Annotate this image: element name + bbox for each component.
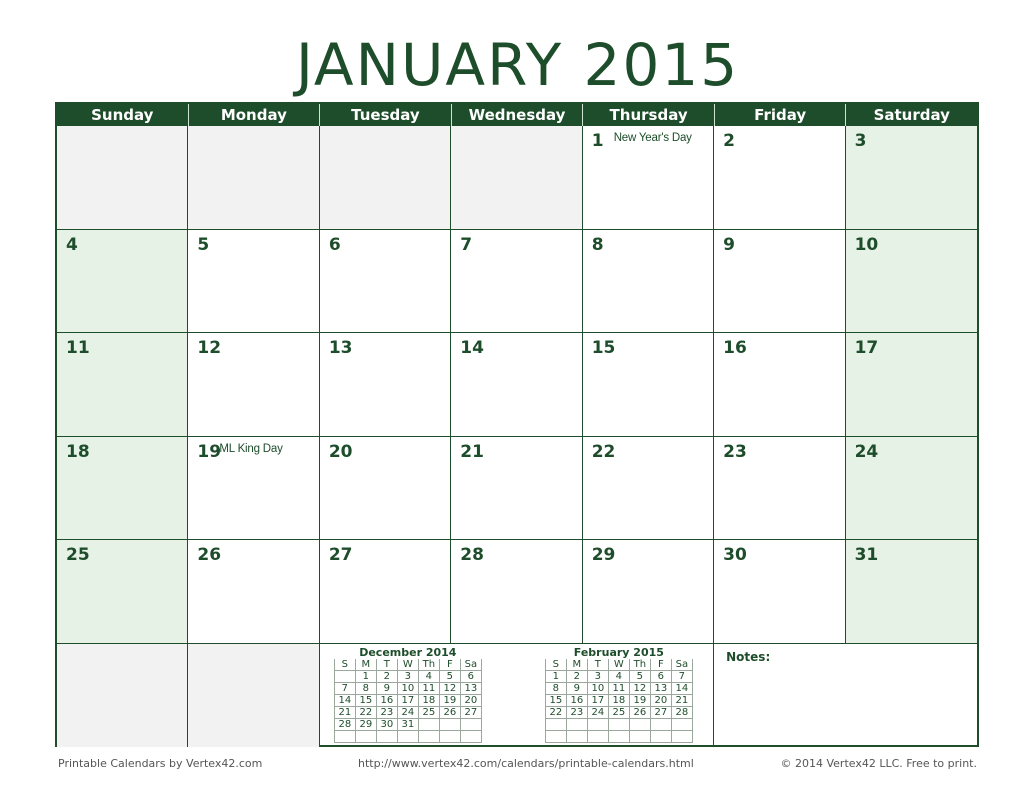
day-number: 14 [460,338,484,358]
mini-day: 23 [376,706,397,718]
mini-day: 16 [376,694,397,706]
mini-day: 4 [608,670,629,682]
day-number: 6 [328,234,341,255]
mini-day [460,730,481,742]
empty-day-cell [320,126,451,230]
holiday-label: ML King Day [219,442,283,455]
mini-day [418,718,439,730]
weekday-thursday: Thursday [583,104,715,126]
mini-day: 10 [397,682,418,694]
day-number: 21 [460,441,484,462]
mini-day: 8 [355,682,376,694]
day-cell-14 [451,333,582,437]
mini-day: 17 [587,694,608,706]
mini-day [418,730,439,742]
mini-day: 21 [334,706,355,718]
mini-day: 7 [334,682,355,694]
notes-box [714,644,977,748]
mini-day: 10 [587,682,608,694]
day-cell-16 [714,333,845,437]
day-cell-18 [57,437,188,541]
mini-day: 14 [671,682,692,694]
month-calendar [55,102,979,747]
footer-credit: Printable Calendars by Vertex42.com [58,757,263,770]
day-cell-15 [583,333,714,437]
mini-day [460,718,481,730]
day-cell-11 [57,333,188,437]
mini-weekday: F [650,659,671,671]
day-cell-24 [846,437,977,541]
mini-calendar-december [334,646,482,743]
day-number: 18 [66,441,90,462]
mini-weekday: F [439,659,460,671]
holiday-label: New Year's Day [613,132,692,144]
day-number: 17 [854,338,879,358]
day-number: 23 [723,441,747,462]
day-number: 20 [328,441,353,462]
day-cell-10 [846,230,977,334]
day-cell-26 [188,540,319,644]
weekday-sunday: Sunday [57,104,189,126]
mini-weekday: T [376,659,397,671]
day-cell-7 [451,230,582,334]
mini-day [334,730,355,742]
day-number: 26 [197,545,222,565]
weekday-monday: Monday [189,104,321,126]
mini-day [355,730,376,742]
day-cell-8 [583,230,714,334]
mini-day: 22 [545,706,566,718]
footer-url[interactable]: http://www.vertex42.com/calendars/printable-calendars.html [358,757,694,770]
day-cell-17 [846,333,977,437]
mini-day [629,718,650,730]
day-number: 28 [460,545,484,565]
mini-calendar-table [334,659,482,743]
mini-day [566,730,587,742]
weekday-saturday: Saturday [873,106,950,124]
day-cell-31 [846,540,977,644]
day-cell-30 [714,540,845,644]
mini-day: 6 [460,670,481,682]
day-cell-1 [583,126,714,230]
mini-calendars-area [320,644,714,748]
mini-day: 6 [650,670,671,682]
day-number: 9 [723,234,735,255]
day-number: 24 [854,441,879,462]
mini-day: 21 [671,694,692,706]
weekday-tuesday: Tuesday [320,104,452,126]
mini-day: 27 [650,706,671,718]
mini-day: 3 [397,670,418,682]
mini-day: 1 [545,670,566,682]
weekday-friday: Friday [715,104,847,126]
day-number: 22 [591,441,616,462]
notes-label: Notes: [726,649,771,664]
mini-day: 18 [608,694,629,706]
mini-calendar-table [545,659,693,743]
day-cell-5 [188,230,319,334]
day-cell-13 [320,333,451,437]
mini-weekday: S [545,659,566,671]
day-cell-27 [320,540,451,644]
mini-weekday: Th [629,659,650,671]
day-number: 1 [591,131,604,151]
mini-day: 5 [439,670,460,682]
mini-day: 12 [439,682,460,694]
empty-day-cell [57,644,188,748]
day-number: 30 [723,545,747,565]
day-number: 2 [723,131,735,151]
mini-day: 26 [629,706,650,718]
day-number: 27 [328,545,353,565]
mini-day [376,730,397,742]
day-cell-22 [583,437,714,541]
mini-day: 19 [629,694,650,706]
mini-day [334,670,355,682]
mini-day [545,718,566,730]
day-number: 11 [66,338,90,358]
day-number: 12 [197,338,222,358]
mini-day: 9 [566,682,587,694]
empty-day-cell [188,644,319,748]
mini-weekday: M [355,659,376,671]
weekday-wednesday: Wednesday [452,104,584,126]
mini-day [439,730,460,742]
mini-day: 28 [334,718,355,730]
mini-weekday: W [397,659,418,671]
mini-day: 11 [418,682,439,694]
day-cell-3 [846,126,977,230]
day-number: 10 [854,234,879,255]
mini-day: 9 [376,682,397,694]
mini-day: 29 [355,718,376,730]
mini-day: 23 [566,706,587,718]
day-cell-2 [714,126,845,230]
day-number: 29 [591,545,616,565]
day-number: 15 [591,338,616,358]
empty-day-cell [451,126,582,230]
day-number: 31 [854,545,879,565]
day-number: 25 [66,545,90,565]
mini-day: 25 [608,706,629,718]
mini-day: 15 [355,694,376,706]
mini-day: 20 [650,694,671,706]
day-cell-21 [451,437,582,541]
day-cell-19 [188,437,319,541]
mini-calendar-title: December 2014 [359,645,457,659]
mini-day [566,718,587,730]
mini-day: 26 [439,706,460,718]
day-cell-29 [583,540,714,644]
mini-weekday: T [587,659,608,671]
mini-day: 3 [587,670,608,682]
mini-day [587,730,608,742]
mini-day: 30 [376,718,397,730]
mini-day: 8 [545,682,566,694]
mini-day: 24 [397,706,418,718]
mini-day: 2 [566,670,587,682]
day-number: 19 [197,441,222,462]
day-number: 13 [328,338,353,358]
mini-day: 16 [566,694,587,706]
mini-weekday: M [566,659,587,671]
mini-day: 1 [355,670,376,682]
day-number: 3 [854,131,867,151]
mini-day: 7 [671,670,692,682]
mini-calendar-february [545,646,693,743]
day-cell-12 [188,333,319,437]
mini-weekday: S [334,659,355,671]
mini-day [671,718,692,730]
mini-day: 19 [439,694,460,706]
day-number: 16 [723,338,747,358]
calendar-title: JANUARY 2015 [295,31,740,99]
mini-day [650,730,671,742]
mini-day [650,718,671,730]
day-cell-28 [451,540,582,644]
mini-day: 4 [418,670,439,682]
day-number: 5 [197,234,210,255]
mini-weekday: W [608,659,629,671]
mini-day: 15 [545,694,566,706]
day-number: 7 [460,234,473,255]
day-cell-25 [57,540,188,644]
mini-day: 31 [397,718,418,730]
mini-day: 22 [355,706,376,718]
mini-day [587,718,608,730]
mini-day: 13 [650,682,671,694]
mini-weekday: Th [418,659,439,671]
mini-day: 18 [418,694,439,706]
mini-day: 11 [608,682,629,694]
day-number: 4 [66,234,78,255]
mini-day [439,718,460,730]
mini-day: 5 [629,670,650,682]
mini-day [608,718,629,730]
mini-day: 2 [376,670,397,682]
day-cell-6 [320,230,451,334]
mini-day: 25 [418,706,439,718]
mini-day: 28 [671,706,692,718]
day-cell-23 [714,437,845,541]
mini-day: 20 [460,694,481,706]
mini-day [545,730,566,742]
mini-calendar-title: February 2015 [573,645,664,659]
empty-day-cell [57,126,188,230]
mini-day [608,730,629,742]
day-number: 8 [591,234,604,255]
mini-day [397,730,418,742]
empty-day-cell [188,126,319,230]
footer-copyright: © 2014 Vertex42 LLC. Free to print. [780,757,977,770]
mini-day: 14 [334,694,355,706]
mini-day: 27 [460,706,481,718]
mini-weekday: Sa [460,659,481,671]
mini-day: 12 [629,682,650,694]
mini-day: 24 [587,706,608,718]
mini-day: 17 [397,694,418,706]
mini-day: 13 [460,682,481,694]
mini-day [629,730,650,742]
mini-weekday: Sa [671,659,692,671]
weekday-header [57,104,977,126]
day-cell-4 [57,230,188,334]
day-cell-9 [714,230,845,334]
day-cell-20 [320,437,451,541]
mini-day [671,730,692,742]
